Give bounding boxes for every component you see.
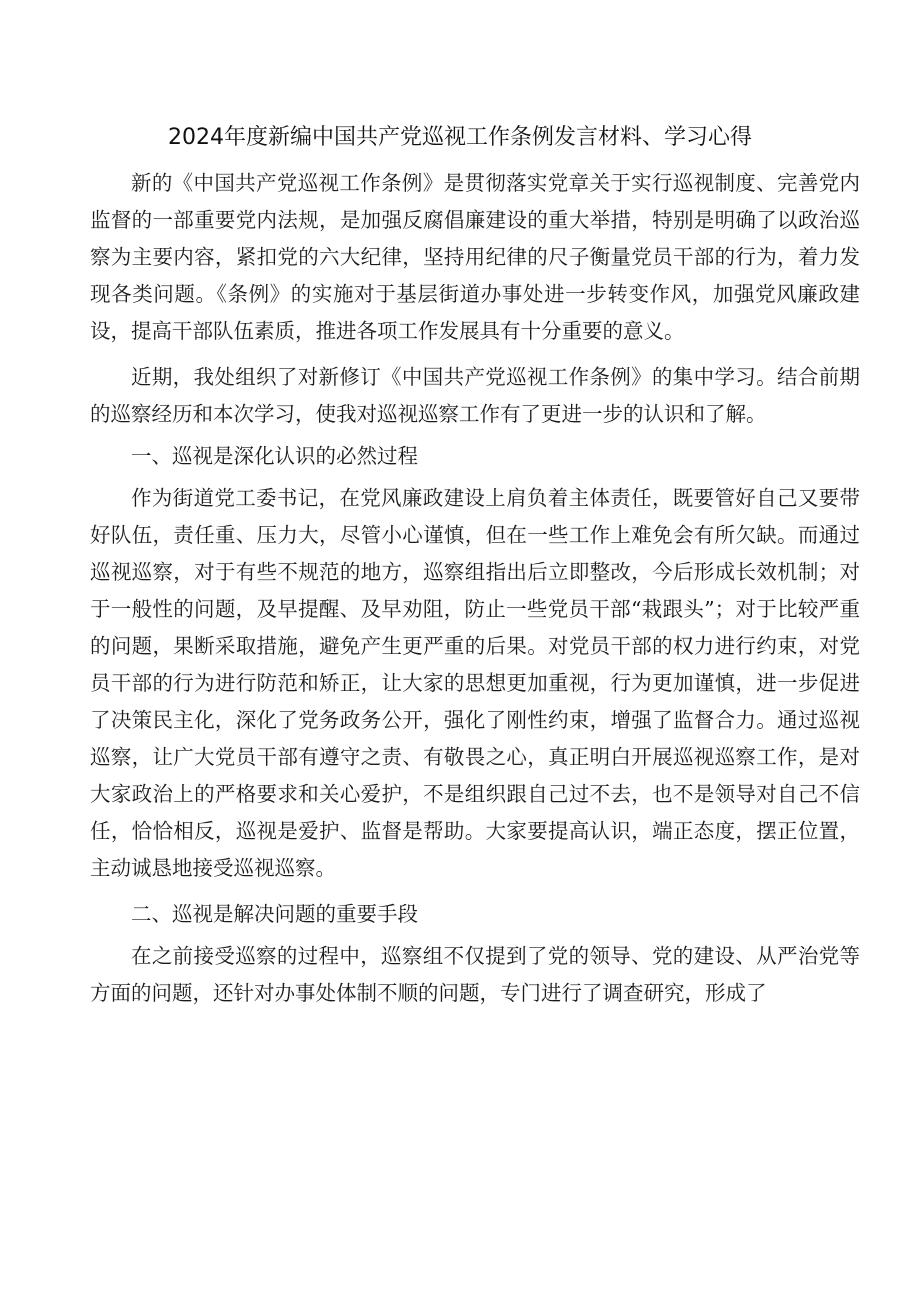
document-title: 2024年度新编中国共产党巡视工作条例发言材料、学习心得: [168, 125, 752, 150]
section-heading-2: 二、巡视是解决问题的重要手段: [131, 902, 418, 926]
intro-paragraph-2: 近期，我处组织了对新修订《中国共产党巡视工作条例》的集中学习。结合前期的巡察经历和本次学习，使我对巡视巡察工作有了更进一步的认识和了解。: [90, 365, 860, 426]
intro-paragraph-1: 新的《中国共产党巡视工作条例》是贯彻落实党章关于实行巡视制度、完善党内监督的一部重要党内法规，是加强反腐倡廉建设的重大举措，特别是明确了以政治巡察为主要内容，紧扣党的六大纪律，坚持用纪律的尺子衡量党员干部的行为，着力发现各类问题。《条例》的实施对于基层街道办事处进一步转变作风，加强党风廉政建设，提高干部队伍素质，推进各项工作发展具有十分重要的意义。: [90, 171, 860, 343]
section-heading-1: 一、巡视是深化认识的必然过程: [131, 444, 418, 468]
document-body: [90, 165, 860, 1021]
section-2-paragraph: 在之前接受巡察的过程中，巡察组不仅提到了党的领导、党的建设、从严治党等方面的问题，还针对办事处体制不顺的问题，专门进行了调查研究，形成了: [90, 944, 860, 1005]
section-1-paragraph: 作为街道党工委书记，在党风廉政建设上肩负着主体责任，既要管好自己又要带好队伍，责任重、压力大，尽管小心谨慎，但在一些工作上难免会有所欠缺。而通过巡视巡察，对于有些不规范的地方，巡察组指出后立即整改，今后形成长效机制；对于一般性的问题，及早提醒、及早劝阻，防止一些党员干部“栽跟头”；对于比较严重的问题，果断采取措施，避免产生更严重的后果。对党员干部的权力进行约束，对党员干部的行为进行防范和矫正，让大家的思想更加重视，行为更加谨慎，进一步促进了决策民主化，深化了党务政务公开，强化了刚性约束，增强了监督合力。通过巡视巡察，让广大党员干部有遵守之责、有敬畏之心，真正明白开展巡视巡察工作，是对大家政治上的严格要求和关心爱护，不是组织跟自己过不去，也不是领导对自己不信任，恰恰相反，巡视是爱护、监督是帮助。大家要提高认识，端正态度，摆正位置，主动诚恳地接受巡视巡察。: [90, 486, 860, 880]
